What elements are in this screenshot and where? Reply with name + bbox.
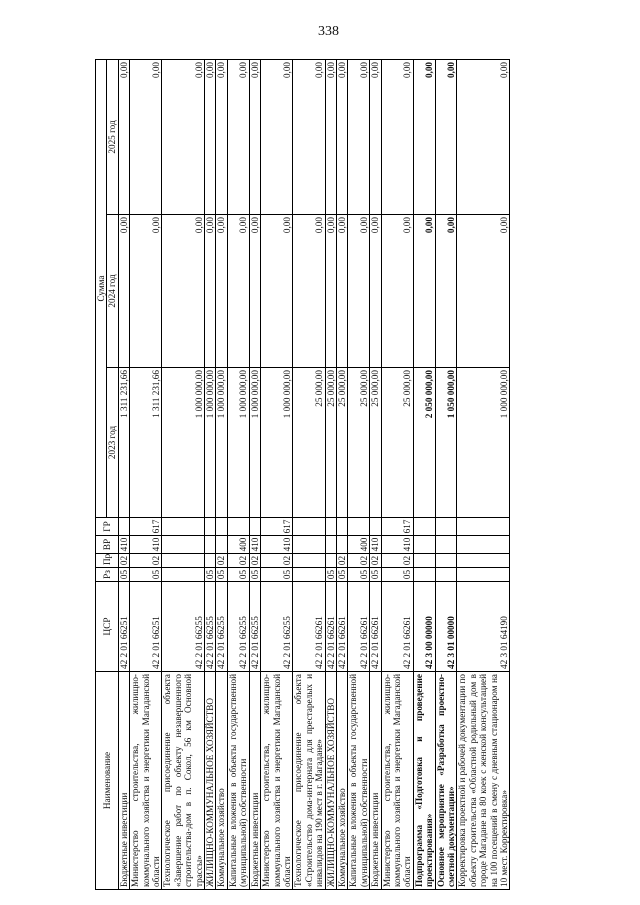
cell-name: Капитальные вложения в объекты государственной (муниципальной) собственности (348, 672, 370, 890)
cell-rz: 05 (370, 568, 381, 582)
cell-rz: 05 (381, 568, 413, 582)
cell-y2024: 0,00 (130, 215, 162, 368)
cell-name: Корректировка проектной и рабочей документации по объекту строительства «Областной родильный дом в городе Магадане на 80 коек с женской консультацией на 100 посещений в смену с дневным стационаром на 10 мест. Корректировка» (457, 672, 510, 890)
cell-name: ЖИЛИЩНО-КОММУНАЛЬНОЕ ХОЗЯЙСТВО (205, 672, 216, 890)
budget-table (95, 59, 510, 890)
cell-y2025: 0,00 (336, 59, 347, 214)
cell-csr: 42 2 01 66255 (261, 582, 293, 672)
cell-rz: 05 (249, 568, 260, 582)
cell-name: Министерство строительства, жилищно-коммунального хозяйства и энергетики Магаданской области (261, 672, 293, 890)
cell-vr (216, 536, 227, 554)
cell-vr (457, 536, 510, 554)
cell-y2025: 0,00 (261, 59, 293, 214)
cell-rz: 05 (325, 568, 336, 582)
cell-y2024: 0,00 (205, 215, 216, 368)
cell-gr (348, 518, 370, 536)
cell-rz (413, 568, 435, 582)
cell-csr: 42 2 01 66261 (370, 582, 381, 672)
cell-y2024: 0,00 (162, 215, 205, 368)
cell-pr: 02 (348, 554, 370, 568)
table-body (118, 59, 510, 889)
cell-pr: 02 (118, 554, 129, 568)
cell-name: Коммунальное хозяйство (216, 672, 227, 890)
cell-csr: 42 2 01 66255 (227, 582, 249, 672)
cell-csr: 42 2 01 66255 (162, 582, 205, 672)
cell-name: ЖИЛИЩНО-КОММУНАЛЬНОЕ ХОЗЯЙСТВО (325, 672, 336, 890)
cell-y2025: 0,00 (216, 59, 227, 214)
cell-y2025: 0,00 (118, 59, 129, 214)
cell-csr: 42 3 01 00000 (435, 582, 457, 672)
cell-y2025: 0,00 (162, 59, 205, 214)
header-2025: 2025 год (107, 59, 118, 214)
cell-name: Бюджетные инвестиции (249, 672, 260, 890)
cell-gr (205, 518, 216, 536)
cell-pr (162, 554, 205, 568)
cell-gr (118, 518, 129, 536)
cell-csr: 42 2 01 66261 (348, 582, 370, 672)
cell-rz: 05 (118, 568, 129, 582)
header-name: Наименование (96, 672, 119, 890)
cell-y2025: 0,00 (227, 59, 249, 214)
cell-csr: 42 2 01 66255 (216, 582, 227, 672)
cell-y2023: 1 000 000,00 (216, 368, 227, 518)
cell-rz (457, 568, 510, 582)
cell-y2025: 0,00 (435, 59, 457, 214)
cell-y2024: 0,00 (216, 215, 227, 368)
cell-vr (162, 536, 205, 554)
cell-gr (370, 518, 381, 536)
cell-y2025: 0,00 (130, 59, 162, 214)
table-row (249, 59, 260, 889)
cell-y2024: 0,00 (457, 215, 510, 368)
cell-y2024: 0,00 (261, 215, 293, 368)
table-row (348, 59, 370, 889)
cell-vr (205, 536, 216, 554)
cell-rz (435, 568, 457, 582)
header-gr: ГР (96, 518, 119, 536)
cell-pr: 02 (227, 554, 249, 568)
cell-y2025: 0,00 (325, 59, 336, 214)
cell-csr: 42 2 01 66255 (205, 582, 216, 672)
cell-gr: 617 (261, 518, 293, 536)
table-row (216, 59, 227, 889)
cell-vr: 410 (130, 536, 162, 554)
cell-vr: 410 (261, 536, 293, 554)
cell-name: Министерство строительства, жилищно-коммунального хозяйства и энергетики Магаданской области (130, 672, 162, 890)
cell-csr: 42 3 01 64190 (457, 582, 510, 672)
cell-pr (435, 554, 457, 568)
cell-csr: 42 2 01 66261 (293, 582, 325, 672)
cell-vr (435, 536, 457, 554)
cell-y2024: 0,00 (413, 215, 435, 368)
cell-y2023: 1 000 000,00 (162, 368, 205, 518)
cell-y2023: 1 000 000,00 (261, 368, 293, 518)
cell-pr: 02 (336, 554, 347, 568)
cell-y2025: 0,00 (457, 59, 510, 214)
cell-name: Подпрограмма «Подготовка и проведение проектирования» (413, 672, 435, 890)
cell-y2023: 25 000,00 (348, 368, 370, 518)
cell-y2023: 25 000,00 (336, 368, 347, 518)
cell-gr: 617 (130, 518, 162, 536)
cell-vr: 410 (118, 536, 129, 554)
cell-name: Министерство строительства, жилищно-коммунального хозяйства и энергетики Магаданской области (381, 672, 413, 890)
cell-y2023: 1 311 231,66 (118, 368, 129, 518)
cell-vr: 410 (249, 536, 260, 554)
cell-gr (162, 518, 205, 536)
cell-name: Коммунальное хозяйство (336, 672, 347, 890)
cell-rz (162, 568, 205, 582)
table-row (205, 59, 216, 889)
cell-y2025: 0,00 (413, 59, 435, 214)
header-rz: Рз (96, 568, 119, 582)
cell-pr (457, 554, 510, 568)
cell-y2023: 25 000,00 (325, 368, 336, 518)
cell-rz: 05 (261, 568, 293, 582)
cell-vr (325, 536, 336, 554)
cell-y2023: 1 000 000,00 (205, 368, 216, 518)
cell-csr: 42 3 00 00000 (413, 582, 435, 672)
cell-vr: 400 (348, 536, 370, 554)
cell-gr (435, 518, 457, 536)
cell-y2025: 0,00 (370, 59, 381, 214)
header-vr: ВР (96, 536, 119, 554)
cell-name: Технологическое присоединение объекта «Строительство дома-интерната для престарелых и инвалидов на 190 мест в г. Магадане» (293, 672, 325, 890)
cell-y2024: 0,00 (325, 215, 336, 368)
cell-y2024: 0,00 (435, 215, 457, 368)
cell-csr: 42 2 01 66261 (381, 582, 413, 672)
cell-y2023: 2 050 000,00 (413, 368, 435, 518)
table-row (435, 59, 457, 889)
table-row (227, 59, 249, 889)
cell-gr (293, 518, 325, 536)
header-pr: Пр (96, 554, 119, 568)
cell-y2025: 0,00 (205, 59, 216, 214)
cell-y2024: 0,00 (293, 215, 325, 368)
table-row (162, 59, 205, 889)
cell-vr: 410 (370, 536, 381, 554)
cell-vr: 400 (227, 536, 249, 554)
cell-csr: 42 2 01 66255 (249, 582, 260, 672)
table-row (118, 59, 129, 889)
cell-y2024: 0,00 (336, 215, 347, 368)
cell-vr: 410 (381, 536, 413, 554)
cell-y2024: 0,00 (381, 215, 413, 368)
cell-gr (325, 518, 336, 536)
cell-rz: 05 (348, 568, 370, 582)
table-row (325, 59, 336, 889)
cell-name: Основное мероприятие «Разработка проектно-сметной документации» (435, 672, 457, 890)
header-sum: Сумма (96, 59, 107, 517)
cell-pr: 02 (249, 554, 260, 568)
cell-y2025: 0,00 (293, 59, 325, 214)
cell-y2024: 0,00 (370, 215, 381, 368)
cell-y2023: 25 000,00 (370, 368, 381, 518)
cell-pr (205, 554, 216, 568)
cell-gr (227, 518, 249, 536)
cell-vr (336, 536, 347, 554)
table-row (413, 59, 435, 889)
cell-csr: 42 2 01 66261 (336, 582, 347, 672)
cell-rz: 05 (336, 568, 347, 582)
cell-csr: 42 2 01 66261 (325, 582, 336, 672)
cell-y2024: 0,00 (348, 215, 370, 368)
cell-y2025: 0,00 (249, 59, 260, 214)
table-row (370, 59, 381, 889)
table-row (130, 59, 162, 889)
cell-y2023: 1 311 231,66 (130, 368, 162, 518)
cell-name: Технологическое присоединение объекта «Завершение работ по объекту незавершенного строительства-дом в п. Сокол, 56 км Основной трассы» (162, 672, 205, 890)
cell-pr: 02 (261, 554, 293, 568)
header-csr: ЦСР (96, 582, 119, 672)
cell-rz: 05 (205, 568, 216, 582)
cell-y2023: 1 000 000,00 (457, 368, 510, 518)
cell-rz: 05 (216, 568, 227, 582)
table-row (293, 59, 325, 889)
cell-csr: 42 2 01 66251 (130, 582, 162, 672)
cell-pr: 02 (216, 554, 227, 568)
cell-y2024: 0,00 (249, 215, 260, 368)
cell-y2024: 0,00 (118, 215, 129, 368)
cell-vr (293, 536, 325, 554)
header-row-1 (96, 59, 107, 889)
header-2023: 2023 год (107, 368, 118, 518)
rotated-table-wrapper (95, 60, 638, 890)
cell-vr (413, 536, 435, 554)
cell-rz: 05 (130, 568, 162, 582)
cell-gr: 617 (381, 518, 413, 536)
cell-pr (293, 554, 325, 568)
cell-gr (413, 518, 435, 536)
cell-name: Капитальные вложения в объекты государственной (муниципальной) собственности (227, 672, 249, 890)
header-2024: 2024 год (107, 215, 118, 368)
cell-pr: 02 (130, 554, 162, 568)
cell-y2023: 25 000,00 (293, 368, 325, 518)
cell-y2024: 0,00 (227, 215, 249, 368)
cell-y2025: 0,00 (348, 59, 370, 214)
cell-y2023: 1 000 000,00 (227, 368, 249, 518)
table-row (381, 59, 413, 889)
cell-csr: 42 2 01 66251 (118, 582, 129, 672)
cell-name: Бюджетные инвестиции (370, 672, 381, 890)
cell-rz (293, 568, 325, 582)
table-row (457, 59, 510, 889)
cell-y2023: 1 000 000,00 (249, 368, 260, 518)
cell-pr (325, 554, 336, 568)
cell-rz: 05 (227, 568, 249, 582)
cell-y2025: 0,00 (381, 59, 413, 214)
cell-gr (336, 518, 347, 536)
cell-pr: 02 (381, 554, 413, 568)
cell-pr (413, 554, 435, 568)
cell-gr (216, 518, 227, 536)
table-row (336, 59, 347, 889)
table-row (261, 59, 293, 889)
cell-pr: 02 (370, 554, 381, 568)
cell-y2023: 25 000,00 (381, 368, 413, 518)
cell-y2023: 1 050 000,00 (435, 368, 457, 518)
page-number: 338 (318, 24, 339, 39)
cell-name: Бюджетные инвестиции (118, 672, 129, 890)
cell-gr (249, 518, 260, 536)
cell-gr (457, 518, 510, 536)
